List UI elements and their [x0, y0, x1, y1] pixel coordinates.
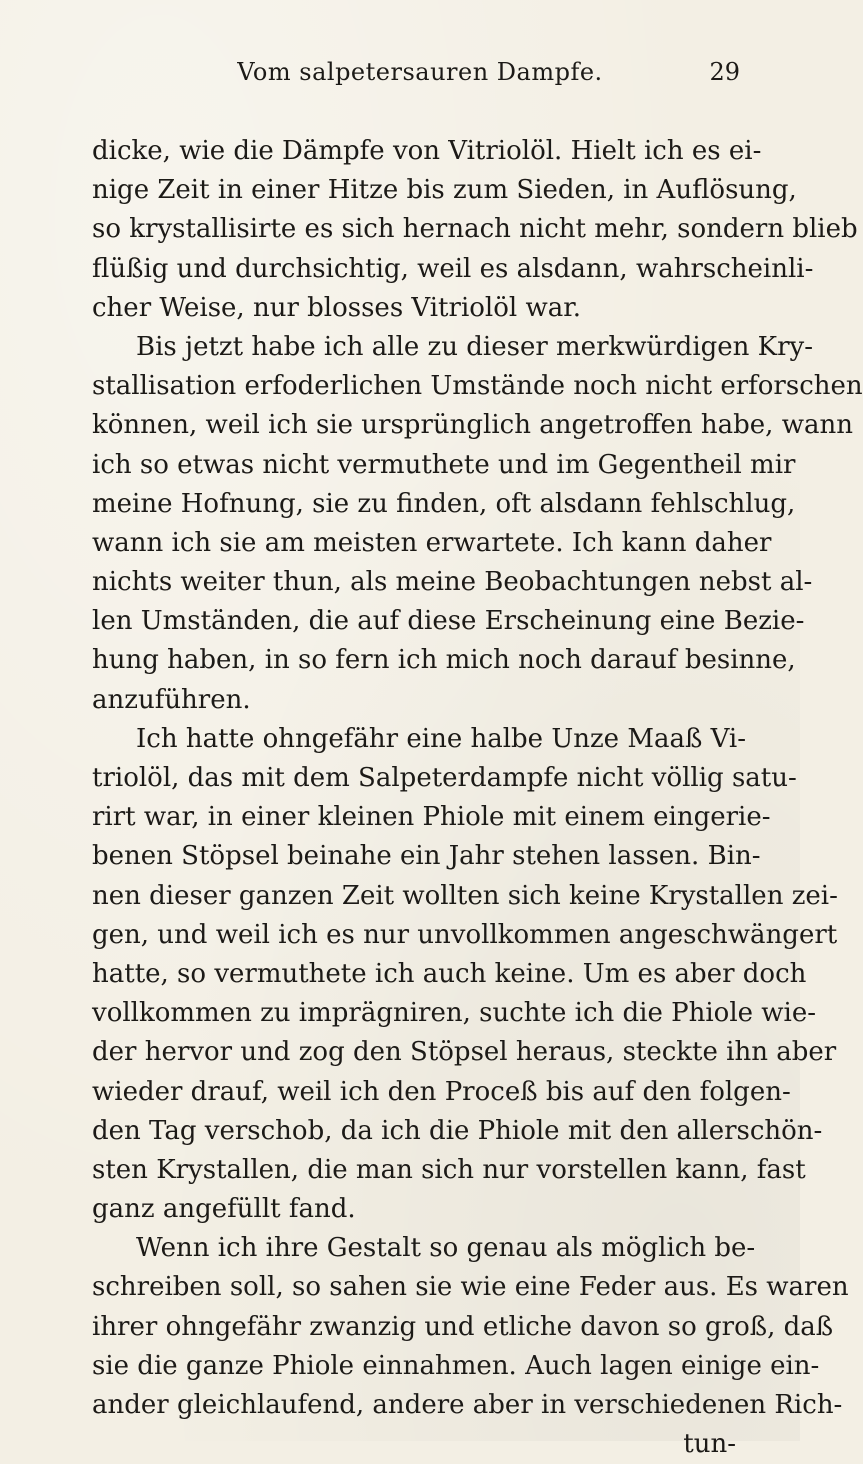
text-line: anzuführen.	[92, 684, 251, 715]
text-line: cher Weise, nur blosses Vitriolöl war.	[92, 292, 582, 323]
text-line: meine Hofnung, sie zu finden, oft alsdann fehlschlug,	[92, 488, 796, 519]
text-line: benen Stöpsel beinahe ein Jahr stehen lassen. Bin-	[92, 841, 761, 872]
text-line: Ich hatte ohngefähr eine halbe Unze Maaß Vi-	[136, 723, 747, 754]
text-line: hatte, so vermuthete ich auch keine. Um es aber doch	[92, 958, 807, 989]
text-line: ander gleichlaufend, andere aber in verschiedenen Rich-	[92, 1390, 843, 1420]
running-head-title: Vom salpetersauren Dampfe.	[237, 58, 603, 86]
text-line: ihrer ohngefähr zwanzig und etliche davon so groß, daß	[92, 1311, 834, 1342]
page-number: 29	[709, 58, 740, 86]
text-line: hung haben, in so fern ich mich noch darauf besinne,	[92, 645, 796, 676]
catchword: tun-	[683, 1429, 736, 1460]
text-line: so krystallisirte es sich hernach nicht mehr, sondern blieb	[92, 214, 858, 245]
text-line: rirt war, in einer kleinen Phiole mit einem eingerie-	[92, 802, 771, 833]
text-line: sten Krystallen, die man sich nur vorstellen kann, fast	[92, 1154, 806, 1185]
text-line: dicke, wie die Dämpfe von Vitriolöl. Hielt ich es ei-	[92, 136, 762, 166]
text-line: können, weil ich sie ursprünglich angetroffen habe, wann	[92, 410, 853, 441]
text-line: gen, und weil ich es nur unvollkommen angeschwängert	[92, 919, 838, 950]
text-line: schreiben soll, so sahen sie wie eine Feder aus. Es waren	[92, 1272, 849, 1303]
text-line: flüßig und durchsichtig, weil es alsdann, wahrscheinli-	[92, 253, 814, 284]
text-line: Bis jetzt habe ich alle zu dieser merkwürdigen Kry-	[136, 331, 814, 362]
running-head	[100, 48, 740, 88]
text-line: stallisation erfoderlichen Umstände noch nicht erforschen	[92, 371, 863, 402]
text-line: nen dieser ganzen Zeit wollten sich keine Krystallen zei-	[92, 880, 838, 911]
text-line: ich so etwas nicht vermuthete und im Gegentheil mir	[92, 449, 796, 480]
text-line: den Tag verschob, da ich die Phiole mit den allerschön-	[92, 1115, 823, 1146]
text-line: nige Zeit in einer Hitze bis zum Sieden, in Auflösung,	[92, 175, 797, 206]
text-line: nichts weiter thun, als meine Beobachtungen nebst al-	[92, 567, 813, 598]
text-line: Wenn ich ihre Gestalt so genau als möglich be-	[136, 1233, 756, 1264]
text-line: triolöl, das mit dem Salpeterdampfe nicht völlig satu-	[92, 763, 797, 793]
body-text	[92, 132, 863, 1464]
text-line: len Umständen, die auf diese Erscheinung eine Bezie-	[92, 606, 805, 637]
text-line: ganz angefüllt fand.	[92, 1194, 356, 1225]
text-line: wann ich sie am meisten erwartete. Ich kann daher	[92, 527, 772, 558]
text-line: vollkommen zu imprägniren, suchte ich die Phiole wie-	[92, 998, 817, 1029]
text-line: sie die ganze Phiole einnahmen. Auch lagen einige ein-	[92, 1350, 820, 1381]
text-line: wieder drauf, weil ich den Proceß bis auf den folgen-	[92, 1076, 791, 1107]
text-line: der hervor und zog den Stöpsel heraus, steckte ihn aber	[92, 1037, 837, 1068]
